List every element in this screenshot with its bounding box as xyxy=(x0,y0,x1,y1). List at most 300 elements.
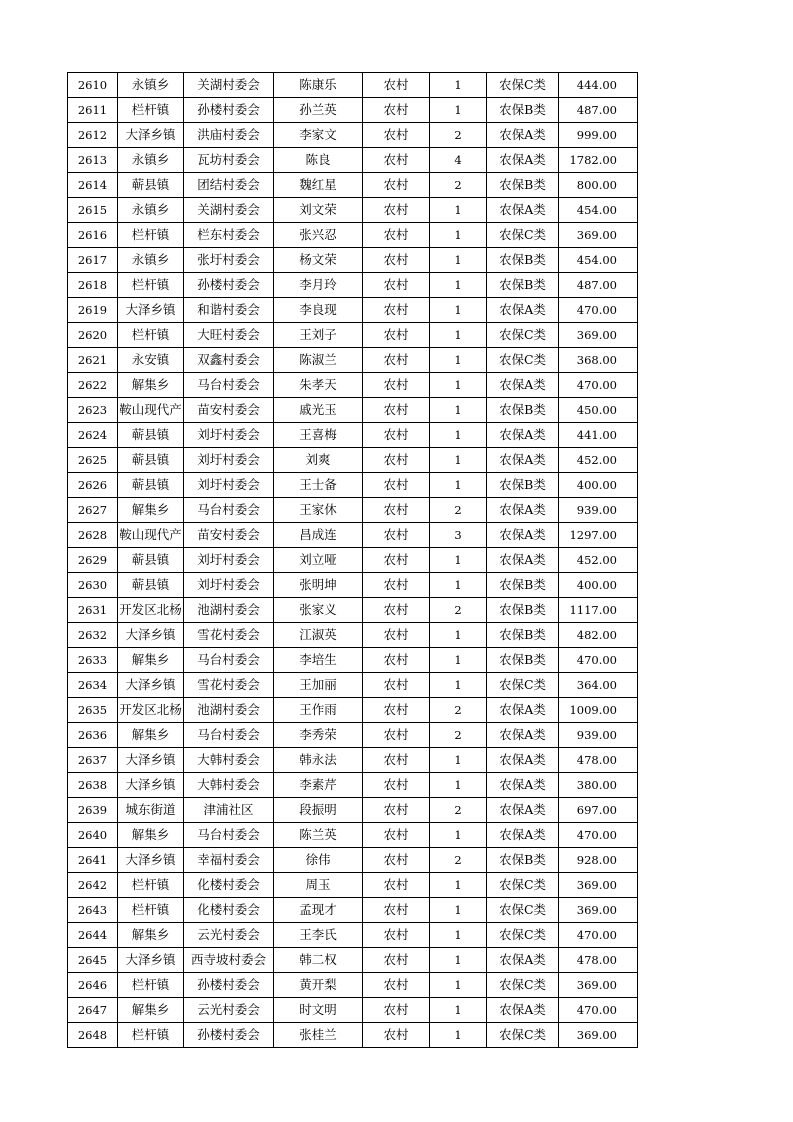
cell-town: 开发区北杨 xyxy=(118,598,184,623)
cell-amount: 697.00 xyxy=(559,798,638,823)
cell-count: 2 xyxy=(430,173,487,198)
cell-count: 1 xyxy=(430,423,487,448)
cell-count: 4 xyxy=(430,148,487,173)
cell-count: 1 xyxy=(430,898,487,923)
cell-count: 2 xyxy=(430,698,487,723)
cell-amount: 369.00 xyxy=(559,973,638,998)
cell-amount: 939.00 xyxy=(559,498,638,523)
table-row xyxy=(68,473,638,498)
cell-village: 瓦坊村委会 xyxy=(184,148,274,173)
cell-id: 2634 xyxy=(68,673,118,698)
cell-name: 李家文 xyxy=(274,123,363,148)
cell-count: 1 xyxy=(430,223,487,248)
cell-area: 农村 xyxy=(363,998,430,1023)
cell-count: 2 xyxy=(430,598,487,623)
cell-name: 孙兰英 xyxy=(274,98,363,123)
cell-name: 昌成连 xyxy=(274,523,363,548)
cell-town: 大泽乡镇 xyxy=(118,298,184,323)
cell-id: 2620 xyxy=(68,323,118,348)
cell-id: 2636 xyxy=(68,723,118,748)
cell-amount: 928.00 xyxy=(559,848,638,873)
cell-name: 黄开梨 xyxy=(274,973,363,998)
cell-amount: 1009.00 xyxy=(559,698,638,723)
table-row xyxy=(68,373,638,398)
cell-count: 1 xyxy=(430,198,487,223)
cell-category: 农保A类 xyxy=(487,448,559,473)
cell-name: 李秀荣 xyxy=(274,723,363,748)
cell-area: 农村 xyxy=(363,73,430,98)
cell-id: 2640 xyxy=(68,823,118,848)
cell-category: 农保A类 xyxy=(487,723,559,748)
cell-amount: 1782.00 xyxy=(559,148,638,173)
cell-area: 农村 xyxy=(363,223,430,248)
cell-category: 农保A类 xyxy=(487,748,559,773)
cell-area: 农村 xyxy=(363,198,430,223)
cell-count: 1 xyxy=(430,398,487,423)
cell-town: 大泽乡镇 xyxy=(118,673,184,698)
cell-name: 王喜梅 xyxy=(274,423,363,448)
table-row xyxy=(68,823,638,848)
cell-village: 马台村委会 xyxy=(184,823,274,848)
cell-id: 2647 xyxy=(68,998,118,1023)
cell-town: 永安镇 xyxy=(118,348,184,373)
cell-category: 农保A类 xyxy=(487,373,559,398)
cell-id: 2629 xyxy=(68,548,118,573)
cell-id: 2643 xyxy=(68,898,118,923)
cell-name: 王家休 xyxy=(274,498,363,523)
cell-town: 大泽乡镇 xyxy=(118,748,184,773)
cell-area: 农村 xyxy=(363,323,430,348)
cell-count: 1 xyxy=(430,273,487,298)
table-row xyxy=(68,898,638,923)
table-row xyxy=(68,623,638,648)
cell-category: 农保C类 xyxy=(487,323,559,348)
cell-count: 2 xyxy=(430,848,487,873)
cell-count: 1 xyxy=(430,748,487,773)
cell-area: 农村 xyxy=(363,648,430,673)
cell-town: 栏杆镇 xyxy=(118,323,184,348)
cell-category: 农保B类 xyxy=(487,398,559,423)
cell-village: 苗安村委会 xyxy=(184,523,274,548)
cell-id: 2632 xyxy=(68,623,118,648)
cell-category: 农保B类 xyxy=(487,173,559,198)
cell-id: 2619 xyxy=(68,298,118,323)
cell-area: 农村 xyxy=(363,498,430,523)
cell-town: 蕲县镇 xyxy=(118,548,184,573)
cell-name: 孟现才 xyxy=(274,898,363,923)
cell-count: 1 xyxy=(430,773,487,798)
cell-name: 刘爽 xyxy=(274,448,363,473)
cell-village: 团结村委会 xyxy=(184,173,274,198)
table-row xyxy=(68,648,638,673)
cell-count: 1 xyxy=(430,298,487,323)
table-row xyxy=(68,348,638,373)
cell-id: 2612 xyxy=(68,123,118,148)
cell-name: 韩二权 xyxy=(274,948,363,973)
cell-area: 农村 xyxy=(363,823,430,848)
cell-name: 陈良 xyxy=(274,148,363,173)
cell-village: 刘圩村委会 xyxy=(184,473,274,498)
cell-id: 2618 xyxy=(68,273,118,298)
cell-category: 农保A类 xyxy=(487,523,559,548)
cell-amount: 999.00 xyxy=(559,123,638,148)
cell-id: 2631 xyxy=(68,598,118,623)
cell-count: 1 xyxy=(430,923,487,948)
cell-town: 蕲县镇 xyxy=(118,473,184,498)
cell-name: 陈康乐 xyxy=(274,73,363,98)
cell-amount: 441.00 xyxy=(559,423,638,448)
table-row xyxy=(68,873,638,898)
cell-amount: 478.00 xyxy=(559,748,638,773)
cell-village: 双鑫村委会 xyxy=(184,348,274,373)
cell-name: 徐伟 xyxy=(274,848,363,873)
cell-town: 栏杆镇 xyxy=(118,1023,184,1048)
cell-name: 刘文荣 xyxy=(274,198,363,223)
cell-category: 农保B类 xyxy=(487,648,559,673)
table-row xyxy=(68,1023,638,1048)
cell-amount: 369.00 xyxy=(559,898,638,923)
cell-area: 农村 xyxy=(363,298,430,323)
cell-town: 解集乡 xyxy=(118,998,184,1023)
cell-id: 2624 xyxy=(68,423,118,448)
cell-village: 张圩村委会 xyxy=(184,248,274,273)
cell-name: 朱孝天 xyxy=(274,373,363,398)
cell-area: 农村 xyxy=(363,373,430,398)
cell-count: 1 xyxy=(430,948,487,973)
cell-village: 关湖村委会 xyxy=(184,73,274,98)
cell-village: 栏东村委会 xyxy=(184,223,274,248)
table-row xyxy=(68,498,638,523)
table-row xyxy=(68,998,638,1023)
cell-name: 王刘子 xyxy=(274,323,363,348)
cell-category: 农保B类 xyxy=(487,623,559,648)
cell-village: 云光村委会 xyxy=(184,923,274,948)
cell-count: 1 xyxy=(430,323,487,348)
cell-area: 农村 xyxy=(363,598,430,623)
cell-village: 关湖村委会 xyxy=(184,198,274,223)
cell-town: 解集乡 xyxy=(118,823,184,848)
cell-amount: 482.00 xyxy=(559,623,638,648)
cell-village: 化楼村委会 xyxy=(184,873,274,898)
cell-category: 农保A类 xyxy=(487,548,559,573)
cell-category: 农保C类 xyxy=(487,923,559,948)
cell-village: 幸福村委会 xyxy=(184,848,274,873)
cell-category: 农保C类 xyxy=(487,973,559,998)
cell-id: 2639 xyxy=(68,798,118,823)
cell-area: 农村 xyxy=(363,573,430,598)
table-row xyxy=(68,223,638,248)
cell-category: 农保A类 xyxy=(487,998,559,1023)
cell-id: 2626 xyxy=(68,473,118,498)
cell-name: 江淑英 xyxy=(274,623,363,648)
table-row xyxy=(68,723,638,748)
cell-amount: 487.00 xyxy=(559,98,638,123)
cell-village: 大韩村委会 xyxy=(184,748,274,773)
cell-area: 农村 xyxy=(363,873,430,898)
cell-amount: 470.00 xyxy=(559,998,638,1023)
cell-category: 农保C类 xyxy=(487,1023,559,1048)
cell-category: 农保C类 xyxy=(487,898,559,923)
cell-count: 1 xyxy=(430,823,487,848)
cell-id: 2648 xyxy=(68,1023,118,1048)
table-row xyxy=(68,573,638,598)
table-row xyxy=(68,548,638,573)
cell-name: 刘立哑 xyxy=(274,548,363,573)
cell-count: 1 xyxy=(430,873,487,898)
cell-amount: 369.00 xyxy=(559,323,638,348)
cell-area: 农村 xyxy=(363,848,430,873)
cell-amount: 369.00 xyxy=(559,873,638,898)
cell-name: 李月玲 xyxy=(274,273,363,298)
table-row xyxy=(68,198,638,223)
cell-amount: 369.00 xyxy=(559,223,638,248)
cell-category: 农保C类 xyxy=(487,223,559,248)
table-row xyxy=(68,273,638,298)
cell-name: 韩永法 xyxy=(274,748,363,773)
cell-category: 农保A类 xyxy=(487,773,559,798)
cell-count: 1 xyxy=(430,348,487,373)
cell-amount: 380.00 xyxy=(559,773,638,798)
cell-area: 农村 xyxy=(363,798,430,823)
cell-village: 池湖村委会 xyxy=(184,698,274,723)
cell-category: 农保C类 xyxy=(487,673,559,698)
cell-count: 1 xyxy=(430,998,487,1023)
cell-area: 农村 xyxy=(363,673,430,698)
cell-count: 1 xyxy=(430,73,487,98)
cell-amount: 487.00 xyxy=(559,273,638,298)
cell-town: 大泽乡镇 xyxy=(118,848,184,873)
cell-category: 农保B类 xyxy=(487,248,559,273)
cell-count: 1 xyxy=(430,973,487,998)
cell-village: 洪庙村委会 xyxy=(184,123,274,148)
cell-area: 农村 xyxy=(363,723,430,748)
table-row xyxy=(68,798,638,823)
cell-area: 农村 xyxy=(363,698,430,723)
cell-village: 马台村委会 xyxy=(184,723,274,748)
cell-name: 王士备 xyxy=(274,473,363,498)
cell-name: 陈兰英 xyxy=(274,823,363,848)
cell-id: 2628 xyxy=(68,523,118,548)
cell-area: 农村 xyxy=(363,173,430,198)
cell-village: 西寺坡村委会 xyxy=(184,948,274,973)
cell-amount: 1297.00 xyxy=(559,523,638,548)
cell-town: 蕲县镇 xyxy=(118,423,184,448)
cell-amount: 1117.00 xyxy=(559,598,638,623)
cell-town: 鞍山现代产 xyxy=(118,398,184,423)
cell-town: 栏杆镇 xyxy=(118,223,184,248)
cell-village: 孙楼村委会 xyxy=(184,973,274,998)
cell-amount: 450.00 xyxy=(559,398,638,423)
cell-category: 农保A类 xyxy=(487,123,559,148)
cell-amount: 470.00 xyxy=(559,823,638,848)
cell-amount: 452.00 xyxy=(559,548,638,573)
cell-village: 马台村委会 xyxy=(184,648,274,673)
cell-area: 农村 xyxy=(363,273,430,298)
cell-id: 2637 xyxy=(68,748,118,773)
cell-village: 雪花村委会 xyxy=(184,623,274,648)
cell-id: 2611 xyxy=(68,98,118,123)
cell-amount: 478.00 xyxy=(559,948,638,973)
cell-area: 农村 xyxy=(363,348,430,373)
cell-amount: 454.00 xyxy=(559,248,638,273)
cell-id: 2613 xyxy=(68,148,118,173)
cell-village: 孙楼村委会 xyxy=(184,1023,274,1048)
cell-town: 栏杆镇 xyxy=(118,273,184,298)
cell-category: 农保B类 xyxy=(487,598,559,623)
cell-amount: 364.00 xyxy=(559,673,638,698)
cell-name: 周玉 xyxy=(274,873,363,898)
table-row xyxy=(68,173,638,198)
cell-category: 农保B类 xyxy=(487,98,559,123)
table-row xyxy=(68,948,638,973)
cell-area: 农村 xyxy=(363,748,430,773)
cell-count: 2 xyxy=(430,798,487,823)
relief-roster-table xyxy=(67,72,638,1048)
cell-village: 孙楼村委会 xyxy=(184,98,274,123)
cell-id: 2623 xyxy=(68,398,118,423)
cell-name: 段振明 xyxy=(274,798,363,823)
table-row xyxy=(68,598,638,623)
cell-count: 1 xyxy=(430,673,487,698)
cell-area: 农村 xyxy=(363,448,430,473)
cell-village: 马台村委会 xyxy=(184,373,274,398)
cell-village: 苗安村委会 xyxy=(184,398,274,423)
cell-id: 2642 xyxy=(68,873,118,898)
cell-village: 刘圩村委会 xyxy=(184,573,274,598)
cell-town: 城东街道 xyxy=(118,798,184,823)
cell-category: 农保B类 xyxy=(487,473,559,498)
cell-id: 2638 xyxy=(68,773,118,798)
cell-id: 2610 xyxy=(68,73,118,98)
cell-category: 农保A类 xyxy=(487,498,559,523)
cell-amount: 400.00 xyxy=(559,573,638,598)
cell-name: 李良现 xyxy=(274,298,363,323)
table-row xyxy=(68,773,638,798)
cell-area: 农村 xyxy=(363,623,430,648)
cell-name: 杨文荣 xyxy=(274,248,363,273)
cell-id: 2616 xyxy=(68,223,118,248)
table-row xyxy=(68,448,638,473)
cell-amount: 939.00 xyxy=(559,723,638,748)
cell-area: 农村 xyxy=(363,148,430,173)
cell-area: 农村 xyxy=(363,423,430,448)
cell-name: 时文明 xyxy=(274,998,363,1023)
cell-count: 1 xyxy=(430,548,487,573)
cell-category: 农保C类 xyxy=(487,73,559,98)
table-row xyxy=(68,923,638,948)
cell-area: 农村 xyxy=(363,973,430,998)
cell-amount: 470.00 xyxy=(559,298,638,323)
cell-village: 池湖村委会 xyxy=(184,598,274,623)
cell-village: 马台村委会 xyxy=(184,498,274,523)
cell-count: 1 xyxy=(430,373,487,398)
cell-village: 大旺村委会 xyxy=(184,323,274,348)
cell-area: 农村 xyxy=(363,923,430,948)
cell-category: 农保A类 xyxy=(487,148,559,173)
cell-count: 1 xyxy=(430,473,487,498)
cell-town: 大泽乡镇 xyxy=(118,623,184,648)
table-row xyxy=(68,98,638,123)
cell-category: 农保A类 xyxy=(487,298,559,323)
cell-village: 云光村委会 xyxy=(184,998,274,1023)
cell-category: 农保B类 xyxy=(487,848,559,873)
table-row xyxy=(68,523,638,548)
cell-category: 农保A类 xyxy=(487,823,559,848)
cell-count: 1 xyxy=(430,623,487,648)
cell-name: 张兴忍 xyxy=(274,223,363,248)
cell-id: 2617 xyxy=(68,248,118,273)
cell-category: 农保A类 xyxy=(487,198,559,223)
cell-id: 2615 xyxy=(68,198,118,223)
cell-id: 2621 xyxy=(68,348,118,373)
table-row xyxy=(68,398,638,423)
cell-village: 刘圩村委会 xyxy=(184,548,274,573)
cell-village: 孙楼村委会 xyxy=(184,273,274,298)
cell-count: 2 xyxy=(430,123,487,148)
cell-town: 解集乡 xyxy=(118,923,184,948)
cell-town: 开发区北杨 xyxy=(118,698,184,723)
cell-town: 栏杆镇 xyxy=(118,898,184,923)
cell-category: 农保B类 xyxy=(487,573,559,598)
cell-category: 农保A类 xyxy=(487,698,559,723)
table-body xyxy=(68,73,638,1048)
table-row xyxy=(68,423,638,448)
cell-name: 李培生 xyxy=(274,648,363,673)
cell-id: 2614 xyxy=(68,173,118,198)
cell-name: 陈淑兰 xyxy=(274,348,363,373)
cell-amount: 400.00 xyxy=(559,473,638,498)
cell-id: 2645 xyxy=(68,948,118,973)
cell-town: 蕲县镇 xyxy=(118,173,184,198)
cell-area: 农村 xyxy=(363,473,430,498)
cell-id: 2641 xyxy=(68,848,118,873)
cell-village: 雪花村委会 xyxy=(184,673,274,698)
cell-area: 农村 xyxy=(363,98,430,123)
cell-town: 永镇乡 xyxy=(118,73,184,98)
cell-area: 农村 xyxy=(363,898,430,923)
cell-count: 1 xyxy=(430,98,487,123)
cell-amount: 369.00 xyxy=(559,1023,638,1048)
cell-name: 戚光玉 xyxy=(274,398,363,423)
cell-count: 1 xyxy=(430,1023,487,1048)
cell-count: 1 xyxy=(430,648,487,673)
cell-count: 3 xyxy=(430,523,487,548)
cell-town: 栏杆镇 xyxy=(118,873,184,898)
cell-town: 蕲县镇 xyxy=(118,573,184,598)
cell-count: 2 xyxy=(430,498,487,523)
cell-amount: 368.00 xyxy=(559,348,638,373)
table-row xyxy=(68,748,638,773)
cell-count: 1 xyxy=(430,573,487,598)
cell-id: 2646 xyxy=(68,973,118,998)
cell-name: 张家义 xyxy=(274,598,363,623)
cell-town: 鞍山现代产 xyxy=(118,523,184,548)
cell-count: 1 xyxy=(430,448,487,473)
cell-name: 张明坤 xyxy=(274,573,363,598)
table-row xyxy=(68,973,638,998)
cell-village: 化楼村委会 xyxy=(184,898,274,923)
cell-amount: 470.00 xyxy=(559,923,638,948)
cell-id: 2630 xyxy=(68,573,118,598)
cell-name: 王李氏 xyxy=(274,923,363,948)
cell-area: 农村 xyxy=(363,948,430,973)
cell-name: 王作雨 xyxy=(274,698,363,723)
cell-amount: 470.00 xyxy=(559,648,638,673)
table-row xyxy=(68,323,638,348)
table-row xyxy=(68,673,638,698)
cell-town: 大泽乡镇 xyxy=(118,123,184,148)
cell-category: 农保A类 xyxy=(487,948,559,973)
